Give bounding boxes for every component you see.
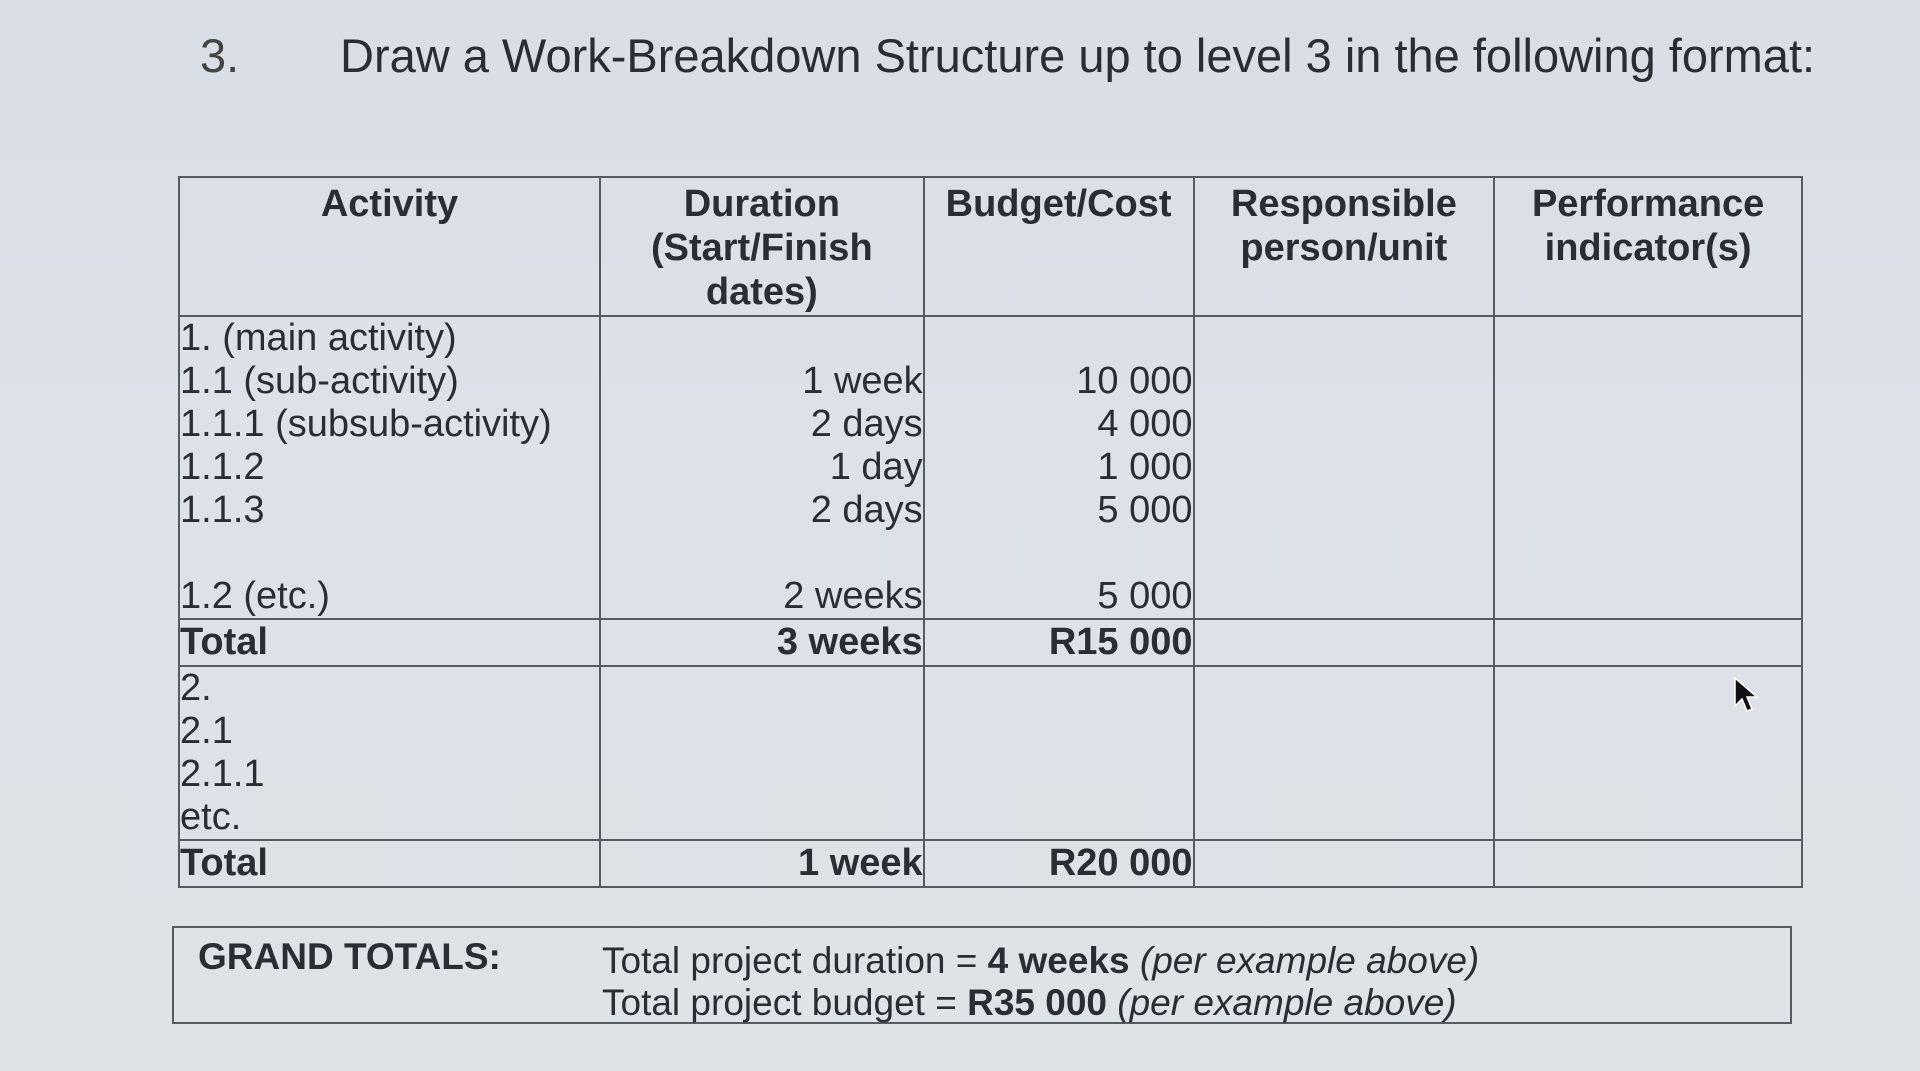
- question-heading: [200, 28, 1815, 83]
- duration-total-value: 4 weeks: [987, 940, 1130, 981]
- activity-item: 2.1: [180, 710, 233, 752]
- wbs-table: [178, 176, 1803, 888]
- total-duration: 1 week: [600, 840, 924, 887]
- total-budget: R15 000: [924, 619, 1194, 666]
- duration-value: 1 week: [802, 360, 923, 402]
- header-budget: Budget/Cost: [924, 177, 1194, 316]
- budget-total-value: R35 000: [967, 982, 1107, 1023]
- duration-value: 2 days: [810, 403, 923, 445]
- total-budget-line: [602, 982, 1457, 1024]
- section2-duration-cell: [600, 666, 924, 840]
- total-duration-line: [602, 940, 1479, 982]
- duration-prefix: Total project duration =: [602, 940, 988, 981]
- duration-value: 2 weeks: [783, 575, 923, 617]
- duration-value: 1 day: [829, 446, 923, 488]
- activity-item: 1.2 (etc.): [180, 575, 330, 617]
- header-activity: Activity: [179, 177, 600, 316]
- duration-note: (per example above): [1139, 940, 1480, 981]
- header-row: [179, 177, 1802, 316]
- total-indicator-cell: [1494, 840, 1802, 887]
- total-responsible-cell: [1194, 619, 1495, 666]
- activity-item: etc.: [180, 796, 242, 838]
- duration-value: 2 days: [810, 489, 923, 531]
- total-label: Total: [179, 619, 600, 666]
- section1-activities: [179, 316, 600, 619]
- section1-responsible-cell: [1194, 316, 1495, 619]
- grand-totals-box: [172, 926, 1792, 1024]
- activity-item: 2.: [180, 667, 212, 709]
- question-number: 3.: [200, 29, 240, 82]
- section1-durations: [600, 316, 924, 619]
- section2-total-row: [179, 840, 1802, 887]
- budget-value: 5 000: [1097, 575, 1193, 617]
- activity-item: 1. (main activity): [180, 317, 457, 359]
- section2-activities: [179, 666, 600, 840]
- total-indicator-cell: [1494, 619, 1802, 666]
- total-responsible-cell: [1194, 840, 1495, 887]
- section1-total-row: [179, 619, 1802, 666]
- budget-value: 1 000: [1097, 446, 1193, 488]
- budget-prefix: Total project budget =: [602, 982, 968, 1023]
- activity-item: 1.1.1 (subsub-activity): [180, 403, 552, 445]
- total-duration: 3 weeks: [600, 619, 924, 666]
- grand-totals-label: GRAND TOTALS:: [198, 936, 501, 977]
- budget-value: 5 000: [1097, 489, 1193, 531]
- header-responsible: Responsible person/unit: [1194, 177, 1495, 316]
- activity-item: 1.1.2: [180, 446, 265, 488]
- section2-responsible-cell: [1194, 666, 1495, 840]
- section1-budgets: [924, 316, 1194, 619]
- total-budget: R20 000: [924, 840, 1194, 887]
- section2-budget-cell: [924, 666, 1194, 840]
- budget-value: 10 000: [1076, 360, 1193, 402]
- header-indicators: Performance indicator(s): [1494, 177, 1802, 316]
- activity-item: 1.1.3: [180, 489, 265, 531]
- question-text: Draw a Work-Breakdown Structure up to level 3 in the following format:: [340, 29, 1816, 82]
- mouse-pointer-icon: [1733, 676, 1763, 716]
- section2-row: [179, 666, 1802, 840]
- activity-item: 2.1.1: [180, 753, 265, 795]
- budget-value: 4 000: [1097, 403, 1193, 445]
- section1-indicator-cell: [1494, 316, 1802, 619]
- budget-note: (per example above): [1117, 982, 1457, 1023]
- activity-item: 1.1 (sub-activity): [180, 360, 459, 402]
- section1-row: [179, 316, 1802, 619]
- header-duration: Duration (Start/Finish dates): [600, 177, 924, 316]
- total-label: Total: [179, 840, 600, 887]
